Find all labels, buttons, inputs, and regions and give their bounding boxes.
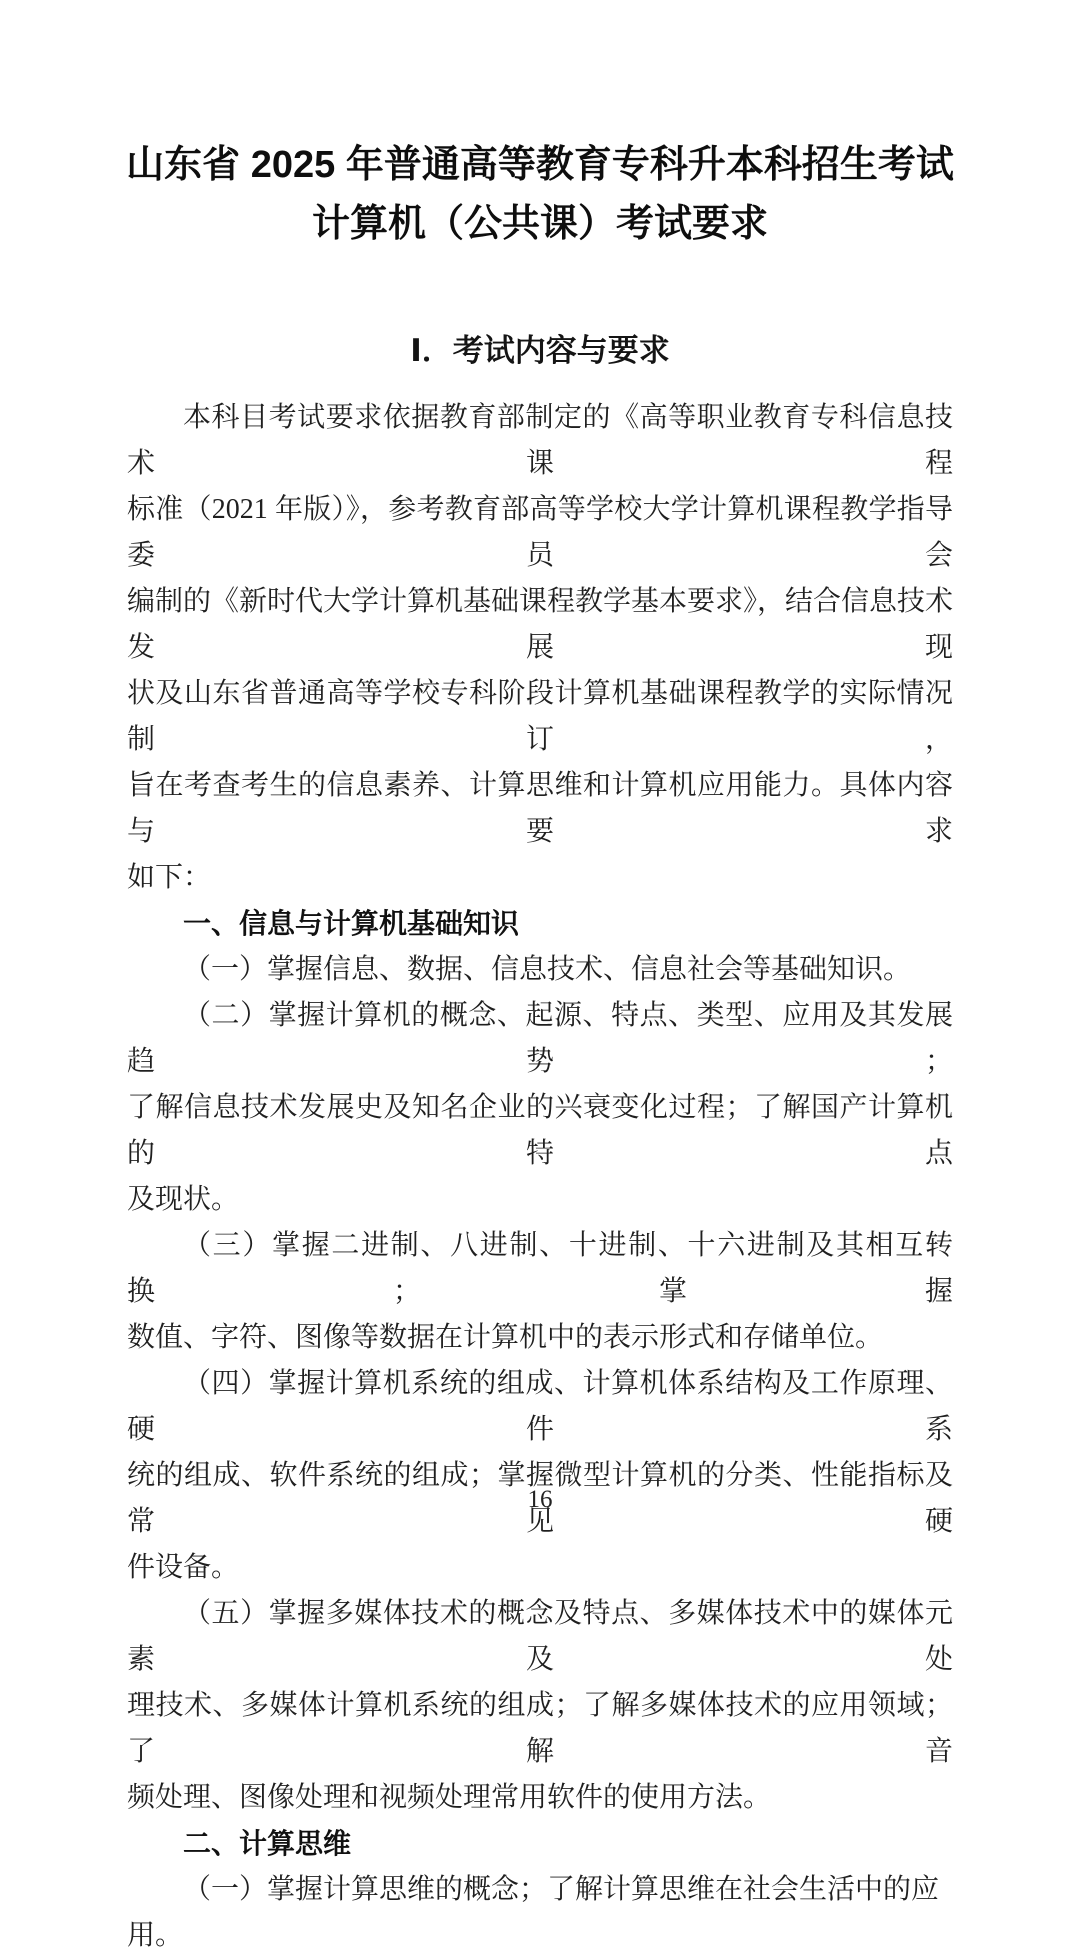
item5-line-2: 理技术、多媒体计算机系统的组成；了解多媒体技术的应用领域；了解音 [127,1690,953,1767]
document-title [0,136,1080,254]
document-page [0,136,1080,1951]
subheading-section-2: 二、计算思维 [183,1828,352,1859]
item4-line-3: 件设备。 [127,1552,240,1583]
item1-line-1: （一）掌握信息、数据、信息技术、信息社会等基础知识。 [183,954,912,985]
item5-line-3: 频处理、图像处理和视频处理常用软件的使用方法。 [127,1782,772,1813]
item2-line-3: 及现状。 [127,1184,240,1215]
intro-line-3: 编制的《新时代大学计算机基础课程教学基本要求》，结合信息技术发展现 [127,586,954,663]
item2-line-2: 了解信息技术发展史及知名企业的兴衰变化过程；了解国产计算机的特点 [127,1092,953,1169]
intro-line-4: 状及山东省普通高等学校专科阶段计算机基础课程教学的实际情况制订， [127,678,953,755]
subheading-section-1: 一、信息与计算机基础知识 [183,908,520,939]
document-content [0,328,1080,1959]
item2-line-1: （二）掌握计算机的概念、起源、特点、类型、应用及其发展趋势； [127,1000,953,1077]
item6-line-1: （一）掌握计算思维的概念；了解计算思维在社会生活中的应用。 [127,1874,940,1951]
intro-line-6: 如下： [127,862,212,893]
document-title-line-1: 山东省 2025 年普通高等教育专科升本科招生考试 [126,144,954,186]
intro-line-5: 旨在考查考生的信息素养、计算思维和计算机应用能力。具体内容与要求 [127,770,953,847]
item4-line-2: 统的组成、软件系统的组成；掌握微型计算机的分类、性能指标及常见硬 [127,1460,953,1537]
page-number: 16 [527,1486,553,1513]
document-title-line-2: 计算机（公共课）考试要求 [311,203,768,245]
intro-line-1: 本科目考试要求依据教育部制定的《高等职业教育专科信息技术课程 [127,402,953,479]
item4-line-1: （四）掌握计算机系统的组成、计算机体系结构及工作原理、硬件系 [127,1368,953,1445]
section-heading: Ⅰ．考试内容与要求 [410,333,670,368]
document-body [127,395,953,1959]
item3-line-1: （三）掌握二进制、八进制、十进制、十六进制及其相互转换；掌握 [127,1230,953,1307]
item3-line-2: 数值、字符、图像等数据在计算机中的表示形式和存储单位。 [127,1322,884,1353]
intro-line-2: 标准（2021 年版）》，参考教育部高等学校大学计算机课程教学指导委员会 [127,494,953,571]
item5-line-1: （五）掌握多媒体技术的概念及特点、多媒体技术中的媒体元素及处 [127,1598,953,1675]
